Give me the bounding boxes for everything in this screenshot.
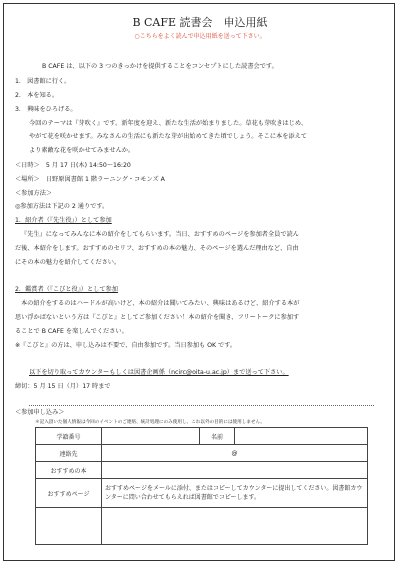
student-number-field[interactable]	[102, 428, 200, 445]
method-1-heading: 1．紹介者（『先生役』）として参加	[15, 217, 112, 224]
privacy-note: ＊記入頂いた個人情報は今回のイベントのご連絡、統計処理にのみ使用し、これ以外の目的には使用しません。	[35, 420, 265, 425]
cut-line	[29, 405, 374, 406]
event-datetime: ＜日時＞ 5 月 17 日(木) 14:50～16:20	[15, 162, 131, 169]
application-form-table	[35, 427, 368, 545]
contact-label: 連絡先	[36, 445, 102, 462]
list-item-2: 2. 本を知る。	[15, 92, 59, 99]
page-attach-area[interactable]	[102, 508, 368, 545]
page-label: おすすめページ	[36, 479, 102, 508]
name-label: 名前	[200, 428, 235, 445]
application-form-page	[3, 3, 395, 561]
list-item-3: 3. 興味をひろげる。	[15, 106, 77, 113]
method-2-heading: 2．鑑賞者（『こびと役』）として参加	[15, 286, 118, 293]
page-title: B CAFE 読書会 申込用紙	[132, 16, 268, 29]
cut-instruction: 以下を切り取ってカウンターもしくは図書企画係（ncirc@oita-u.ac.jp）まで送って下さい。	[29, 369, 289, 376]
student-number-label: 学籍番号	[36, 428, 102, 445]
method-1-line-3: にその本の魅力を紹介してください。	[15, 259, 121, 266]
method-2-line-2: 思い浮かばないという方は『こびと』としてご参加ください！本の紹介を聞き、フリートークに参加す	[15, 314, 300, 321]
contact-field[interactable]	[102, 445, 368, 462]
method-2-line-3: ることで B CAFE を楽しんでください。	[15, 328, 128, 335]
read-carefully-note: ○こちらをよく読んで申込用紙を送って下さい。	[134, 33, 266, 40]
at-sign: @	[231, 449, 238, 457]
book-field[interactable]	[102, 462, 368, 479]
list-item-1: 1. 図書館に行く。	[15, 78, 71, 85]
book-label: おすすめの本	[36, 462, 102, 479]
theme-line-3: より素敵な花を咲かせてみませんか。	[29, 147, 135, 154]
theme-line-2: やがて花を咲かせます。みなさんの生活にも新たな芽が出始めてきた頃でしょう。そこに本を添えて	[29, 133, 307, 140]
method-2-line-1: 本の紹介をするのはハードルが高いけど、本の紹介は聞いてみたい、興味はあるけど、紹介する本が	[21, 300, 300, 307]
event-place: ＜場所＞ 日野原図書館 1 階ラーニング・コモンズ A	[15, 176, 165, 183]
page-attach-left	[36, 508, 102, 545]
intro-text: B CAFE は、以下の 3 つのきっかけを提供することをコンセプトにした読書会です。	[42, 63, 278, 70]
method-1-line-2: だ後、本紹介をします。おすすめのセリフ、おすすめの本の魅力、そのページを選んだ理由など、自由	[15, 245, 299, 252]
page-instruction: おすすめページをメールに添付、またはコピーしてカウンターに提出してください。図書館カウンターに問い合わせてもらえれば図書館でコピーします。	[102, 479, 368, 508]
method-2-line-4: ※『こびと』の方は、申し込みは不要で、自由参加です。当日参加も OK です。	[15, 342, 237, 349]
method-note: ◎参加方法は下記の 2 通りです。	[15, 203, 109, 210]
method-heading: ＜参加方法＞	[15, 190, 53, 197]
name-field[interactable]	[235, 428, 368, 445]
apply-heading: ＜参加申し込み＞	[15, 409, 65, 416]
method-1-line-1: 『先生』になってみんなに本の紹介をしてもらいます。当日、おすすめのページを参加者全員で読ん	[21, 231, 299, 238]
theme-line-1: 今回のテーマは『芽吹く』です。新年度を迎え、新たな生活が始まりました。草花も芽吹きはじめ、	[29, 120, 308, 127]
deadline: 締切：5 月 15 日（月）17 時まで	[15, 383, 111, 390]
